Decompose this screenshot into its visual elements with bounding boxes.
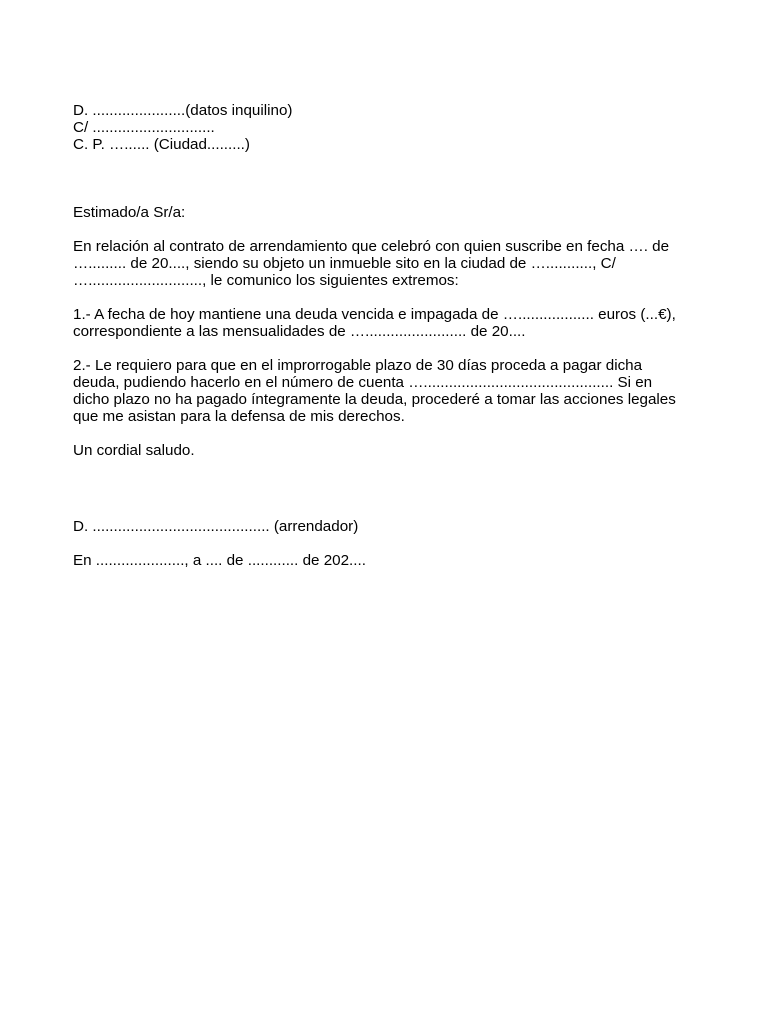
spacer: [73, 153, 703, 204]
point-1-line: 1.- A fecha de hoy mantiene una deuda vencida e impagada de ….................. euros (...€),: [73, 306, 676, 323]
recipient-block: [73, 102, 703, 153]
point-2-line: que me asistan para la defensa de mis derechos.: [73, 408, 405, 425]
recipient-city-line: C. P. …...... (Ciudad.........): [73, 136, 250, 153]
intro-line: …......... de 20...., siendo su objeto un inmueble sito en la ciudad de …..........., C/: [73, 255, 616, 272]
recipient-street-line: C/ .............................: [73, 119, 215, 136]
point-2-line: deuda, pudiendo hacerlo en el número de cuenta …............................................. Si en: [73, 374, 653, 391]
point-2-line: dicho plazo no ha pagado íntegramente la deuda, procederé a tomar las acciones legales: [73, 391, 676, 408]
point-1-line: correspondiente a las mensualidades de …........................ de 20....: [73, 323, 526, 340]
recipient-name-line: D. ......................(datos inquilino): [73, 102, 293, 119]
intro-paragraph: [73, 238, 703, 289]
place-date-line: En ....................., a .... de ............ de 202....: [73, 552, 366, 569]
point-1-paragraph: [73, 306, 703, 340]
spacer: [73, 459, 703, 518]
spacer: [73, 221, 703, 238]
spacer: [73, 425, 703, 442]
point-2-paragraph: [73, 357, 703, 425]
letter-body: [73, 102, 703, 569]
intro-line: …..........................., le comunico los siguientes extremos:: [73, 272, 459, 289]
spacer: [73, 289, 703, 306]
intro-line: En relación al contrato de arrendamiento que celebró con quien suscribe en fecha …. de: [73, 238, 670, 255]
closing: Un cordial saludo.: [73, 442, 195, 459]
greeting: Estimado/a Sr/a:: [73, 204, 186, 221]
point-2-line: 2.- Le requiero para que en el improrrogable plazo de 30 días proceda a pagar dicha: [73, 357, 643, 374]
signature-line: D. .......................................... (arrendador): [73, 518, 359, 535]
spacer: [73, 535, 703, 552]
spacer: [73, 340, 703, 357]
